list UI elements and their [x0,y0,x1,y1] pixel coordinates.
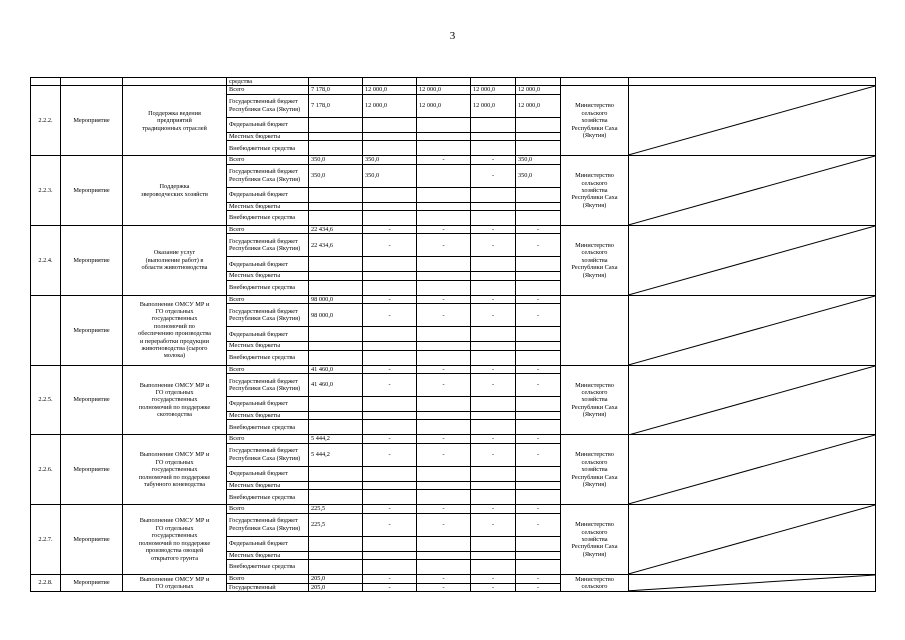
funding-source: Государственный бюджет Республики Саха (Якутия) [227,164,309,187]
funding-source: Внебюджетные средства [227,211,309,226]
funding-source: Государственный бюджет Республики Саха (Якутия) [227,304,309,327]
measure-number: 2.2.5. [31,365,61,435]
value-cell [363,420,417,435]
funding-source: Внебюджетные средства [227,350,309,365]
value-cell: - [363,365,417,373]
table-row [31,505,876,513]
value-cell: 22 434,6 [309,234,363,257]
value-cell [309,420,363,435]
empty-cell [629,78,876,86]
value-cell: - [471,156,516,164]
value-cell [471,272,516,280]
value-cell [417,257,471,272]
value-cell [309,342,363,350]
value-cell: - [471,435,516,443]
value-cell [363,466,417,481]
value-cell: - [471,304,516,327]
value-cell: 350,0 [516,164,561,187]
value-cell [471,187,516,202]
measure-type: Мероприятие [61,575,123,592]
value-cell [516,257,561,272]
value-cell [471,536,516,551]
funding-source: Федеральный бюджет [227,187,309,202]
value-cell: 98 000,0 [309,304,363,327]
empty-cell [31,78,61,86]
value-cell [309,490,363,505]
value-cell: - [516,304,561,327]
value-cell [516,187,561,202]
empty-cell [561,78,629,86]
value-cell: 22 434,6 [309,226,363,234]
value-cell [471,327,516,342]
value-cell: 5 444,2 [309,443,363,466]
funding-source: Всего [227,226,309,234]
executor: Министерство сельского хозяйства Республики Саха (Якутия) [561,156,629,226]
value-cell [417,132,471,140]
diagonal-cell [629,295,876,365]
value-cell [471,350,516,365]
funding-source: Внебюджетные средства [227,490,309,505]
value-cell: - [417,226,471,234]
value-cell: - [363,374,417,397]
funding-source: Всего [227,575,309,583]
empty-cell [61,78,123,86]
diagonal-cell [629,156,876,226]
value-cell [516,412,561,420]
measure-name: Оказание услуг (выполнение работ) в области животноводства [123,226,227,296]
empty-cell [123,78,227,86]
value-cell [309,397,363,412]
value-cell [309,551,363,559]
value-cell: 41 460,0 [309,365,363,373]
value-cell [309,481,363,489]
value-cell [516,211,561,226]
value-cell [417,536,471,551]
measure-name: Выполнение ОМСУ МР и ГО отдельных государственных полномочий по поддержке скотоводства [123,365,227,435]
diagonal-cell [629,505,876,575]
value-cell: - [471,443,516,466]
measure-number: 2.2.3. [31,156,61,226]
value-cell: - [471,234,516,257]
value-cell [363,187,417,202]
value-cell [363,412,417,420]
value-cell: 350,0 [309,164,363,187]
value-cell: - [516,374,561,397]
table-row [31,435,876,443]
funding-source: Федеральный бюджет [227,536,309,551]
value-cell: 225,5 [309,505,363,513]
value-cell: 98 000,0 [309,295,363,303]
measure-type: Мероприятие [61,156,123,226]
value-cell [309,117,363,132]
measure-type: Мероприятие [61,226,123,296]
executor: Министерство сельского хозяйства Республики Саха (Якутия) [561,435,629,505]
value-cell: 12 000,0 [363,86,417,94]
measure-number [31,295,61,365]
measure-name: Выполнение ОМСУ МР и ГО отдельных государственных полномочий по поддержке производства овощей открытого грунта [123,505,227,575]
value-cell: 12 000,0 [417,86,471,94]
value-cell: 12 000,0 [417,94,471,117]
value-cell: - [516,583,561,591]
value-cell: - [363,226,417,234]
value-cell: - [471,374,516,397]
funding-source: Всего [227,505,309,513]
executor: Министерство сельского хозяйства Республики Саха (Якутия) [561,86,629,156]
value-cell: 5 444,2 [309,435,363,443]
value-cell [363,551,417,559]
measure-number: 2.2.2. [31,86,61,156]
value-cell [363,117,417,132]
value-cell [309,132,363,140]
executor: Министерство сельского [561,575,629,592]
executor: Министерство сельского хозяйства Республики Саха (Якутия) [561,365,629,435]
value-cell [471,202,516,210]
value-cell [417,342,471,350]
value-cell [309,412,363,420]
value-cell [516,202,561,210]
value-cell [516,481,561,489]
value-cell: - [417,575,471,583]
funding-source: Внебюджетные средства [227,141,309,156]
value-cell: 41 460,0 [309,374,363,397]
value-cell [363,350,417,365]
funding-source: Федеральный бюджет [227,257,309,272]
value-cell [417,327,471,342]
measure-type: Мероприятие [61,505,123,575]
value-cell [417,420,471,435]
value-cell [309,280,363,295]
measure-name: Поддержка ведения предприятий традиционных отраслей [123,86,227,156]
value-cell [309,560,363,575]
funding-source: Всего [227,295,309,303]
value-cell [516,342,561,350]
value-cell [309,272,363,280]
value-cell [363,481,417,489]
value-cell [471,280,516,295]
funding-source: Внебюджетные средства [227,560,309,575]
funding-source: Государственный бюджет Республики Саха (Якутия) [227,94,309,117]
measure-number: 2.2.8. [31,575,61,592]
diagonal-cell [629,86,876,156]
value-cell [417,466,471,481]
value-cell [363,342,417,350]
value-cell: - [516,575,561,583]
value-cell: 12 000,0 [516,86,561,94]
value-cell [363,141,417,156]
measure-number: 2.2.6. [31,435,61,505]
value-cell: - [516,443,561,466]
value-cell [417,164,471,187]
value-cell: - [363,583,417,591]
budget-table [30,77,876,592]
empty-cell [516,78,561,86]
value-cell [471,551,516,559]
value-cell [417,560,471,575]
value-cell [471,397,516,412]
value-cell: - [516,234,561,257]
value-cell: - [417,304,471,327]
value-cell: 7 178,0 [309,94,363,117]
funding-source: Всего [227,365,309,373]
table-row [31,575,876,583]
value-cell: - [516,513,561,536]
funding-source: Федеральный бюджет [227,117,309,132]
value-cell [471,257,516,272]
value-cell: - [363,295,417,303]
value-cell [309,141,363,156]
value-cell [417,141,471,156]
empty-cell [363,78,417,86]
funding-source: Государственный бюджет Республики Саха (Якутия) [227,513,309,536]
value-cell [363,132,417,140]
value-cell: 12 000,0 [471,86,516,94]
value-cell [363,536,417,551]
value-cell: 7 178,0 [309,86,363,94]
value-cell: - [417,583,471,591]
value-cell: - [471,365,516,373]
empty-cell [309,78,363,86]
value-cell: - [471,513,516,536]
executor: Министерство сельского хозяйства Республики Саха (Якутия) [561,505,629,575]
value-cell [417,187,471,202]
value-cell [516,327,561,342]
measure-type: Мероприятие [61,86,123,156]
value-cell [417,481,471,489]
value-cell [417,280,471,295]
value-cell: - [516,295,561,303]
value-cell: - [417,234,471,257]
value-cell [471,132,516,140]
value-cell [417,551,471,559]
value-cell [516,551,561,559]
diagonal-cell [629,226,876,296]
measure-type: Мероприятие [61,295,123,365]
value-cell: - [471,226,516,234]
funding-source: Местных бюджеты [227,412,309,420]
value-cell [516,490,561,505]
value-cell: - [471,505,516,513]
executor [561,295,629,365]
value-cell: - [363,505,417,513]
value-cell [516,280,561,295]
value-cell [417,397,471,412]
value-cell [309,350,363,365]
funding-source: Федеральный бюджет [227,397,309,412]
value-cell [309,327,363,342]
funding-source: Всего [227,86,309,94]
funding-source: Государственный бюджет Республики Саха (Якутия) [227,234,309,257]
funding-source: Местных бюджеты [227,132,309,140]
value-cell: 205,0 [309,575,363,583]
measure-name: Выполнение ОМСУ МР и ГО отдельных государственных полномочий по обеспечению производства и переработки продукции животноводства (сырого молока) [123,295,227,365]
value-cell [516,536,561,551]
measure-type: Мероприятие [61,435,123,505]
value-cell [471,141,516,156]
value-cell [516,132,561,140]
table-row [31,86,876,94]
value-cell: - [516,505,561,513]
funding-source: Местных бюджеты [227,481,309,489]
empty-cell [471,78,516,86]
measure-type: Мероприятие [61,365,123,435]
value-cell: - [471,575,516,583]
value-cell: - [516,435,561,443]
value-cell: - [471,164,516,187]
value-cell [471,560,516,575]
diagonal-cell [629,365,876,435]
value-cell: 350,0 [363,156,417,164]
funding-source: Государственный [227,583,309,591]
value-cell: - [516,365,561,373]
value-cell: 12 000,0 [471,94,516,117]
value-cell [309,211,363,226]
value-cell: 205,0 [309,583,363,591]
funding-source: Федеральный бюджет [227,327,309,342]
funding-source: Государственный бюджет Республики Саха (Якутия) [227,374,309,397]
funding-source: Внебюджетные средства [227,280,309,295]
funding-source: Государственный бюджет Республики Саха (Якутия) [227,443,309,466]
value-cell [309,187,363,202]
table-row [31,226,876,234]
value-cell: - [363,443,417,466]
table-row [31,365,876,373]
value-cell [417,412,471,420]
funding-source: Всего [227,435,309,443]
value-cell [516,397,561,412]
funding-source: Местных бюджеты [227,551,309,559]
value-cell: - [417,443,471,466]
value-cell [309,202,363,210]
funding-source: Местных бюджеты [227,202,309,210]
value-cell [363,397,417,412]
value-cell: 12 000,0 [516,94,561,117]
measure-name: Выполнение ОМСУ МР и ГО отдельных [123,575,227,592]
value-cell [363,327,417,342]
value-cell: - [417,374,471,397]
value-cell [471,342,516,350]
table-row [31,295,876,303]
value-cell [471,466,516,481]
page-number: 3 [449,30,456,42]
value-cell [516,420,561,435]
value-cell: 350,0 [363,164,417,187]
measure-number: 2.2.7. [31,505,61,575]
value-cell: - [471,295,516,303]
executor: Министерство сельского хозяйства Республики Саха (Якутия) [561,226,629,296]
value-cell [363,257,417,272]
value-cell: - [363,513,417,536]
value-cell: - [417,505,471,513]
table-row [31,156,876,164]
funding-source: Местных бюджеты [227,342,309,350]
value-cell: 350,0 [309,156,363,164]
value-cell [516,350,561,365]
value-cell [363,560,417,575]
measure-number: 2.2.4. [31,226,61,296]
value-cell [516,117,561,132]
value-cell: 350,0 [516,156,561,164]
value-cell [516,466,561,481]
value-cell [417,211,471,226]
value-cell: - [417,513,471,536]
diagonal-cell [629,435,876,505]
value-cell: 12 000,0 [363,94,417,117]
value-cell [363,280,417,295]
value-cell [417,272,471,280]
funding-source: Местных бюджеты [227,272,309,280]
value-cell: - [417,295,471,303]
value-cell [471,117,516,132]
value-cell: - [471,583,516,591]
empty-cell [417,78,471,86]
value-cell [471,412,516,420]
value-cell [417,117,471,132]
source-cell: средства [227,78,309,86]
value-cell [471,481,516,489]
value-cell [471,490,516,505]
value-cell: - [363,304,417,327]
value-cell [417,490,471,505]
value-cell [417,202,471,210]
value-cell: - [417,365,471,373]
measure-name: Выполнение ОМСУ МР и ГО отдельных государственных полномочий по поддержке табунного коневодства [123,435,227,505]
value-cell [516,141,561,156]
value-cell: - [417,435,471,443]
value-cell: - [363,575,417,583]
value-cell [363,211,417,226]
measure-name: Поддержка звероводческих хозяйств [123,156,227,226]
value-cell: - [417,156,471,164]
funding-source: Всего [227,156,309,164]
value-cell: - [516,226,561,234]
value-cell [417,350,471,365]
value-cell: - [363,435,417,443]
value-cell [309,257,363,272]
table-row [31,78,876,86]
value-cell [516,560,561,575]
value-cell [363,202,417,210]
value-cell: - [363,234,417,257]
value-cell [471,420,516,435]
value-cell [309,466,363,481]
value-cell: 225,5 [309,513,363,536]
diagonal-cell [629,575,876,592]
value-cell [363,272,417,280]
value-cell [363,490,417,505]
value-cell [471,211,516,226]
funding-source: Федеральный бюджет [227,466,309,481]
value-cell [516,272,561,280]
value-cell [309,536,363,551]
funding-source: Внебюджетные средства [227,420,309,435]
